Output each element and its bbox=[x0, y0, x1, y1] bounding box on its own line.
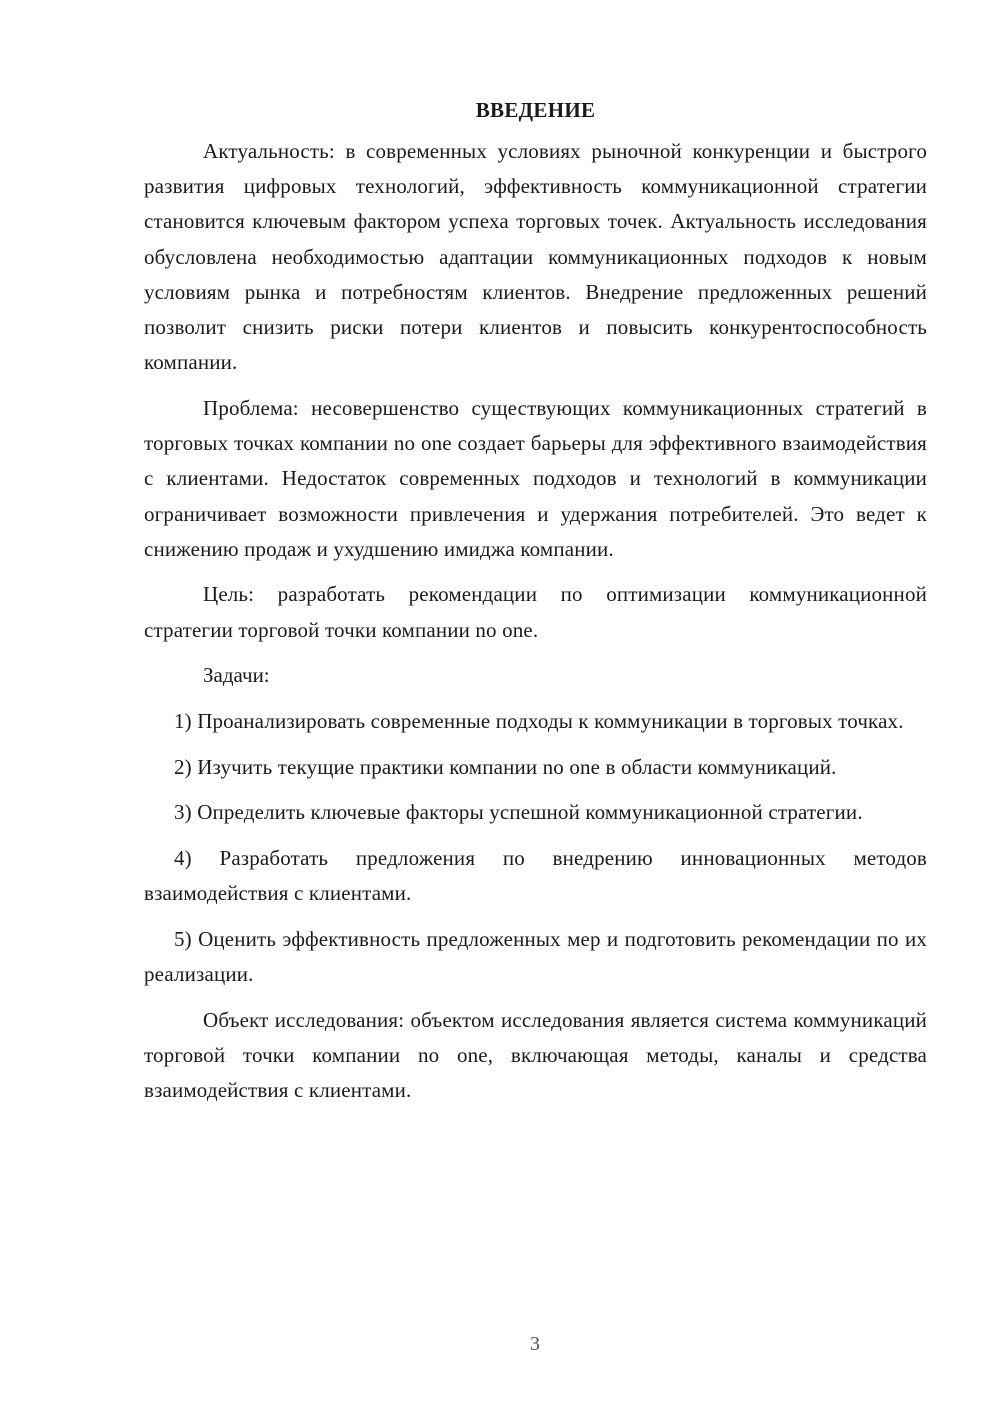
task-item-5: 5) Оценить эффективность предложенных мер и подготовить рекомендации по их реализации. bbox=[144, 927, 927, 987]
paragraph-problem: Проблема: несовершенство существующих коммуникационных стратегий в торговых точках компании no one создает барьеры для эффективного взаимодействия с клиентами. Недостаток современных подходов и технологий в коммуникации ограничивает возможности привлечения и удержания потребителей. Это ведет к снижению продаж и ухудшению имиджа компании. bbox=[144, 395, 927, 561]
paragraph-relevance: Актуальность: в современных условиях рыночной конкуренции и быстрого развития цифровых технологий, эффективность коммуникационной стратегии становится ключевым фактором успеха торговых точек. Актуальность исследования обусловлена необходимостью адаптации коммуникационных подходов к новым условиям рынка и потребностям клиентов. Внедрение предложенных решений позволит снизить риски потери клиентов и повысить конкурентоспособность компании. bbox=[144, 139, 927, 375]
task-item-2: 2) Изучить текущие практики компании no one в области коммуникаций. bbox=[174, 754, 837, 779]
section-title: ВВЕДЕНИЕ bbox=[475, 98, 596, 122]
paragraph-goal: Цель: разработать рекомендации по оптимизации коммуникационной стратегии торговой точки компании no one. bbox=[144, 582, 927, 642]
paragraph-object: Объект исследования: объектом исследования является система коммуникаций торговой точки компании no one, включающая методы, каналы и средства взаимодействия с клиентами. bbox=[144, 1007, 927, 1103]
task-item-4: 4) Разработать предложения по внедрению инновационных методов взаимодействия с клиентами. bbox=[144, 846, 927, 906]
task-item-3: 3) Определить ключевые факторы успешной коммуникационной стратегии. bbox=[174, 800, 863, 825]
tasks-heading: Задачи: bbox=[203, 663, 270, 688]
page-content bbox=[144, 92, 927, 1119]
task-item-1: 1) Проанализировать современные подходы к коммуникации в торговых точках. bbox=[174, 709, 904, 734]
page-number: 3 bbox=[530, 1333, 540, 1355]
